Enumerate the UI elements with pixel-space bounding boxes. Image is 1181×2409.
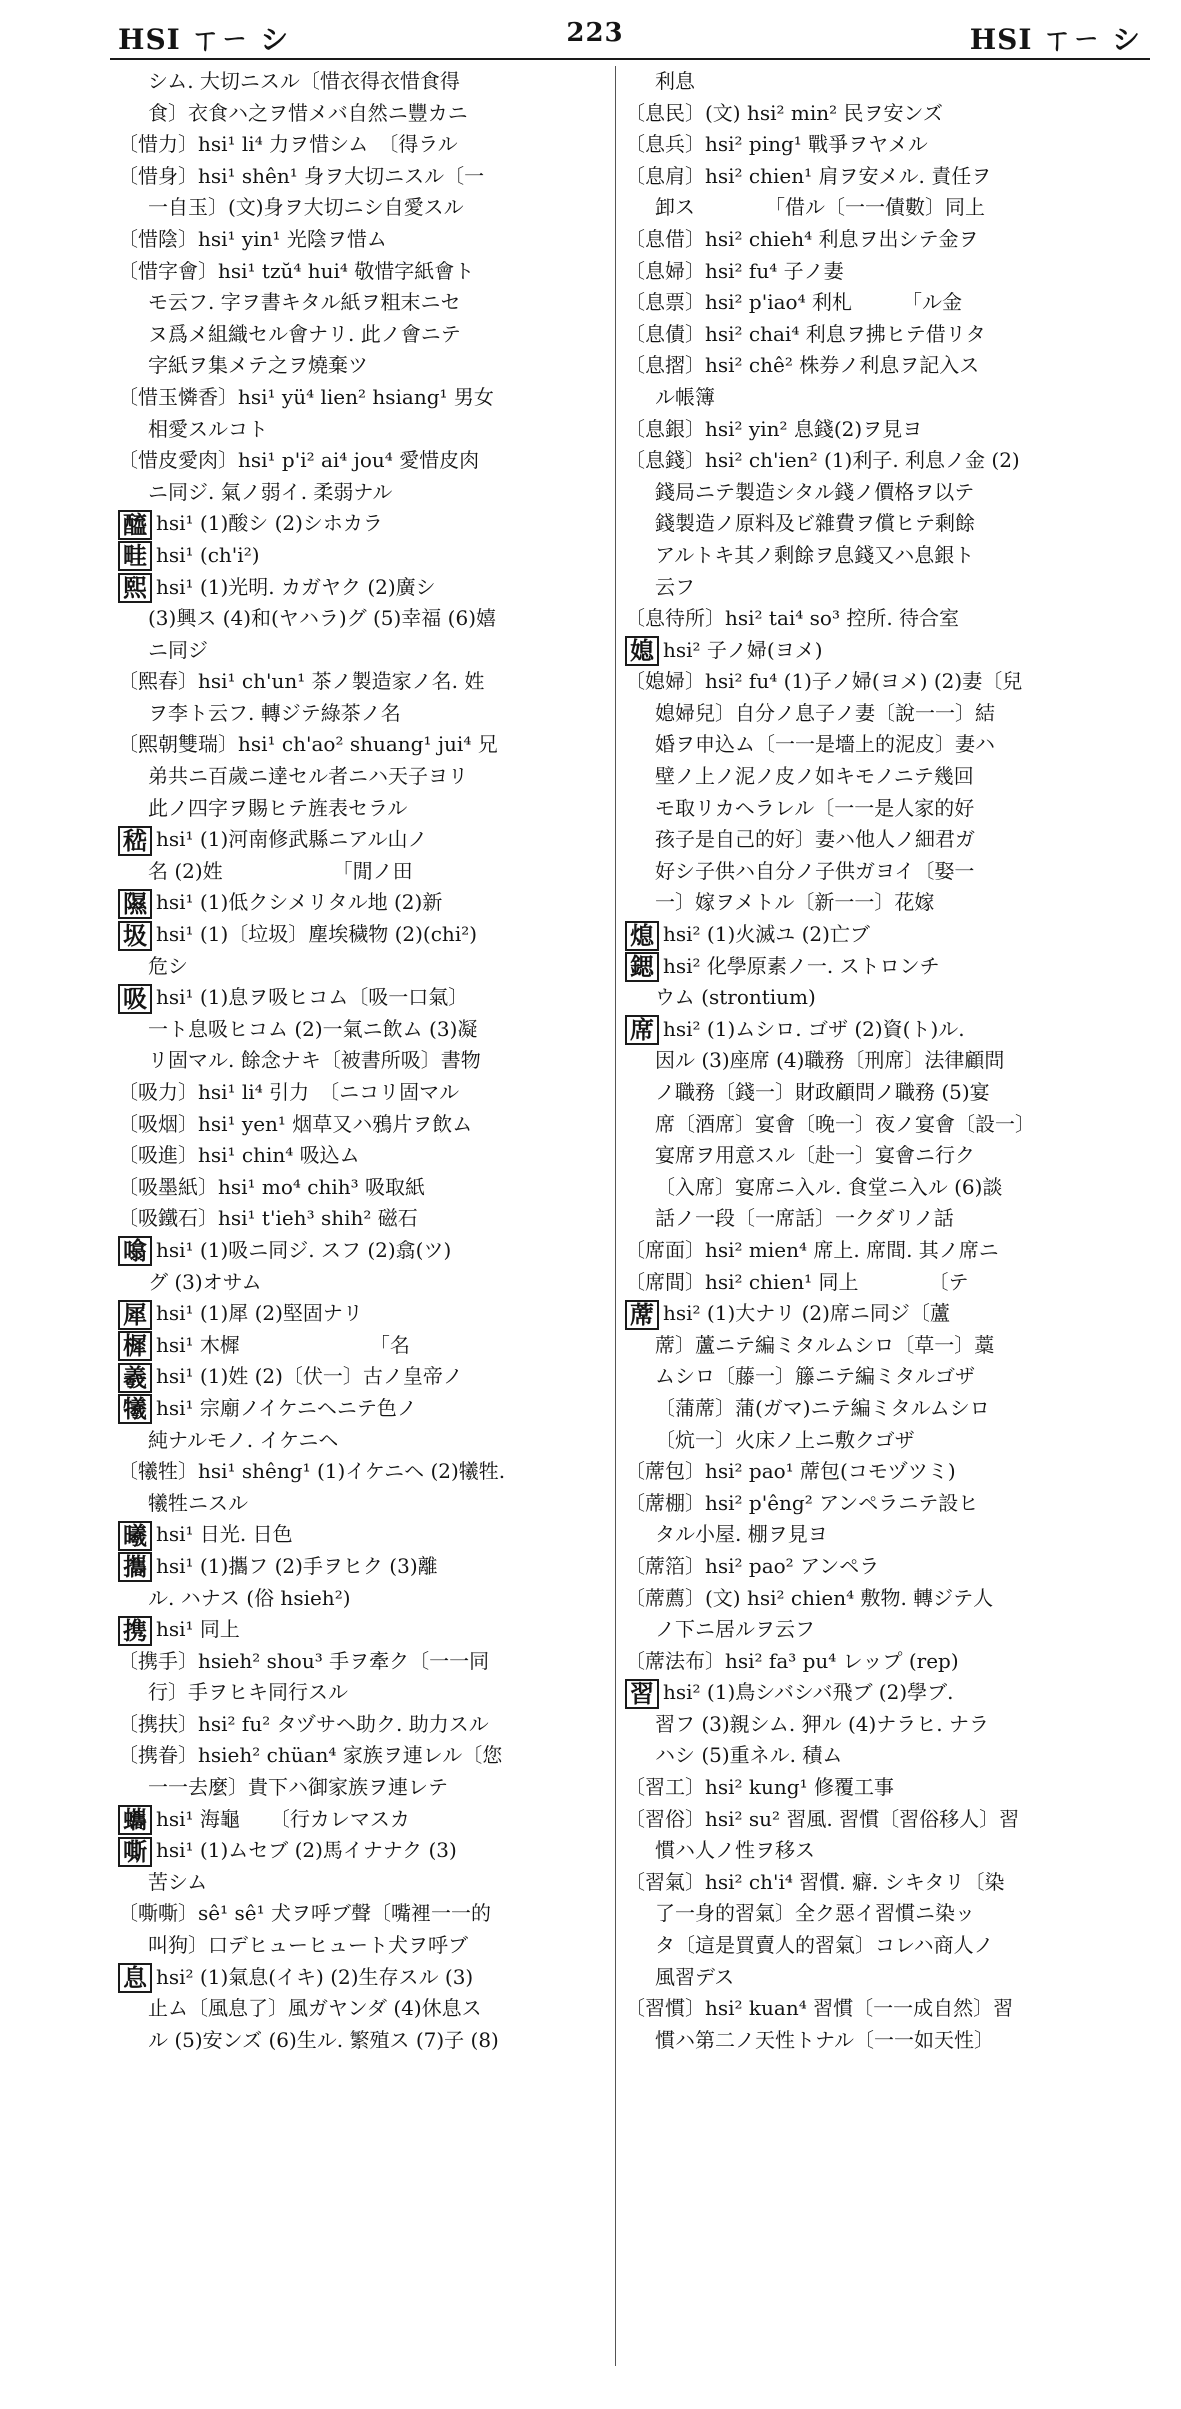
headword-char: 吸 bbox=[118, 984, 152, 1014]
entry-continuation bbox=[118, 2025, 613, 2057]
entry-text: ウム (strontium) bbox=[655, 985, 816, 1010]
entry-text: 犧牲ニスル bbox=[148, 1490, 248, 1515]
compound-entry bbox=[625, 1488, 1140, 1520]
page-number: 223 bbox=[566, 18, 624, 48]
compound-entry bbox=[118, 1140, 613, 1172]
compound-entry bbox=[625, 1456, 1140, 1488]
entry-text: hsi¹ 同上 bbox=[156, 1617, 240, 1642]
entry-continuation bbox=[625, 1740, 1140, 1772]
entry-text: 風習デス bbox=[655, 1964, 735, 1989]
compound-entry bbox=[118, 1172, 613, 1204]
headword-entry bbox=[118, 919, 613, 951]
entry-continuation bbox=[118, 1772, 613, 1804]
headword-entry bbox=[625, 635, 1140, 667]
page-header bbox=[0, 18, 1181, 62]
right-column bbox=[625, 66, 1140, 2376]
entry-text: 〔吸鐵石〕hsi¹ t'ieh³ shih² 磁石 bbox=[118, 1206, 418, 1231]
entry-continuation bbox=[625, 1614, 1140, 1646]
entry-continuation bbox=[118, 698, 613, 730]
entry-text: 〔熙春〕hsi¹ ch'un¹ 茶ノ製造家ノ名. 姓 bbox=[118, 669, 485, 694]
entry-text: 〔蓆包〕hsi² pao¹ 蓆包(コモヅツミ) bbox=[625, 1459, 956, 1484]
entry-text: hsi² 化學原素ノ一. ストロンチ bbox=[663, 953, 940, 978]
entry-text: 〔惜身〕hsi¹ shên¹ 身ヲ大切ニスル〔一 bbox=[118, 163, 485, 188]
entry-text: hsi¹ (1)姓 (2)〔伏一〕古ノ皇帝ノ bbox=[156, 1364, 463, 1389]
compound-entry bbox=[625, 129, 1140, 161]
headword-char: 隰 bbox=[118, 889, 152, 919]
entry-text: hsi¹ 宗廟ノイケニヘニテ色ノ bbox=[156, 1395, 417, 1420]
compound-entry bbox=[118, 1898, 613, 1930]
entry-continuation bbox=[625, 1425, 1140, 1457]
entry-text: 〔息摺〕hsi² chê² 株券ノ利息ヲ記入ス bbox=[625, 353, 980, 378]
compound-entry bbox=[625, 1772, 1140, 1804]
headword-entry bbox=[118, 1393, 613, 1425]
compound-entry bbox=[118, 729, 613, 761]
entry-continuation bbox=[118, 1014, 613, 1046]
headword-entry bbox=[118, 1962, 613, 1994]
entry-text: 〔息債〕hsi² chai⁴ 利息ヲ拂ヒテ借リタ bbox=[625, 321, 986, 346]
headword-char: 犧 bbox=[118, 1394, 152, 1424]
entry-text: 〔炕一〕火床ノ上ニ敷クゴザ bbox=[655, 1427, 915, 1452]
header-left-label: HSI ㄒㄧ シ bbox=[118, 23, 290, 56]
entry-text: hsi¹ (1)攜フ (2)手ヲヒク (3)離 bbox=[156, 1553, 438, 1578]
headword-entry bbox=[118, 1519, 613, 1551]
entry-text: ノ職務〔錢一〕財政顧問ノ職務 (5)宴 bbox=[655, 1080, 990, 1104]
headword-char: 席 bbox=[625, 1015, 659, 1045]
headword-entry bbox=[118, 1330, 613, 1362]
entry-continuation bbox=[118, 414, 613, 446]
entry-continuation bbox=[625, 824, 1140, 856]
compound-entry bbox=[118, 161, 613, 193]
entry-continuation bbox=[118, 98, 613, 130]
entry-text: hsi² (1)氣息(イキ) (2)生存スル (3) bbox=[156, 1964, 474, 1989]
compound-entry bbox=[118, 1740, 613, 1772]
entry-text: (3)興ス (4)和(ヤハラ)グ (5)幸福 (6)嬉 bbox=[148, 606, 496, 631]
entry-text: 習フ (3)親シム. 狎ル (4)ナラヒ. ナラ bbox=[655, 1711, 990, 1736]
entry-continuation bbox=[118, 603, 613, 635]
entry-text: hsi² (1)ムシロ. ゴザ (2)資(ト)ル. bbox=[663, 1016, 965, 1041]
compound-entry bbox=[625, 1646, 1140, 1678]
header-right-label: HSI ㄒㄧ シ bbox=[969, 23, 1141, 56]
headword-entry bbox=[118, 1551, 613, 1583]
entry-text: 婚ヲ申込ム〔一一是墻上的泥皮〕妻ハ bbox=[655, 732, 995, 757]
headword-char: 圾 bbox=[118, 921, 152, 951]
entry-text: hsi¹ (1)酸シ (2)シホカラ bbox=[156, 511, 383, 536]
entry-text: 〔息銀〕hsi² yin² 息錢(2)ヲ見ヨ bbox=[625, 416, 923, 441]
entry-text: 因ル (3)座席 (4)職務〔刑席〕法律顧問 bbox=[655, 1048, 1005, 1073]
entry-continuation bbox=[625, 698, 1140, 730]
entry-text: 席〔酒席〕宴會〔晚一〕夜ノ宴會〔設一〕 bbox=[655, 1111, 1035, 1136]
entry-text: 止ム〔風息了〕風ガヤンダ (4)休息ス bbox=[148, 1996, 482, 2021]
headword-entry bbox=[118, 1804, 613, 1836]
entry-text: 慣ハ人ノ性ヲ移ス bbox=[655, 1838, 815, 1863]
entry-text: 卸ス 「借ル〔一一債數〕同上 bbox=[655, 195, 985, 220]
entry-text: 〔携眷〕hsieh² chüan⁴ 家族ヲ連レル〔您 bbox=[118, 1743, 503, 1768]
entry-continuation bbox=[625, 1330, 1140, 1362]
entry-continuation bbox=[625, 1203, 1140, 1235]
entry-text: 字紙ヲ集メテ之ヲ燒棄ツ bbox=[148, 353, 368, 378]
entry-text: 蓆〕蘆ニテ編ミタルムシロ〔草一〕藁 bbox=[655, 1332, 995, 1357]
entry-text: 話ノ一段〔一席話〕一クダリノ話 bbox=[655, 1206, 954, 1231]
entry-continuation bbox=[118, 761, 613, 793]
compound-entry bbox=[625, 1993, 1140, 2025]
entry-text: hsi¹ (1)河南修武縣ニアル山ノ bbox=[156, 827, 428, 852]
entry-text: 〔吸墨紙〕hsi¹ mo⁴ chih³ 吸取紙 bbox=[118, 1174, 426, 1199]
entry-text: hsi² (1)大ナリ (2)席ニ同ジ〔蘆 bbox=[663, 1301, 950, 1326]
compound-entry bbox=[118, 1203, 613, 1235]
entry-text: 孩子是自己的好〕妻ハ他人ノ細君ガ bbox=[655, 827, 975, 852]
headword-entry bbox=[625, 1677, 1140, 1709]
entry-text: 危シ bbox=[148, 953, 188, 978]
entry-continuation bbox=[625, 856, 1140, 888]
entry-continuation bbox=[118, 1425, 613, 1457]
compound-entry bbox=[625, 224, 1140, 256]
entry-text: 〔息借〕hsi² chieh⁴ 利息ヲ出シテ金ヲ bbox=[625, 226, 979, 251]
entry-text: 〔携扶〕hsi² fu² タヅサヘ助ク. 助力スル bbox=[118, 1711, 489, 1736]
entry-text: 云フ bbox=[655, 574, 695, 599]
headword-entry bbox=[118, 982, 613, 1014]
entry-text: hsi¹ 海龜 〔行カレマスカ bbox=[156, 1806, 410, 1831]
entry-text: hsi² (1)鳥シバシバ飛ブ (2)學ブ. bbox=[663, 1680, 954, 1705]
entry-continuation bbox=[118, 1583, 613, 1615]
header-rule bbox=[110, 58, 1150, 60]
compound-entry bbox=[625, 1267, 1140, 1299]
compound-entry bbox=[118, 1109, 613, 1141]
entry-continuation bbox=[118, 287, 613, 319]
headword-char: 習 bbox=[625, 1679, 659, 1709]
entry-continuation bbox=[625, 761, 1140, 793]
entry-continuation bbox=[625, 1519, 1140, 1551]
entry-text: 純ナルモノ. イケニヘ bbox=[148, 1427, 339, 1452]
entry-continuation bbox=[625, 66, 1140, 98]
headword-char: 熙 bbox=[118, 573, 152, 603]
entry-continuation bbox=[118, 66, 613, 98]
entry-text: 〔席面〕hsi² mien⁴ 席上. 席間. 其ノ席ニ bbox=[625, 1237, 999, 1262]
entry-text: 好シ子供ハ自分ノ子供ガヨイ〔娶一 bbox=[655, 858, 975, 883]
entry-text: hsi¹ (1)吸ニ同ジ. スフ (2)翕(ツ) bbox=[156, 1237, 452, 1262]
entry-continuation bbox=[625, 887, 1140, 919]
entry-text: hsi² 子ノ婦(ヨメ) bbox=[663, 637, 823, 662]
headword-char: 息 bbox=[118, 1963, 152, 1993]
headword-entry bbox=[625, 1298, 1140, 1330]
entry-text: 宴席ヲ用意スル〔赴一〕宴會ニ行ク bbox=[655, 1143, 975, 1168]
entry-text: 〔媳婦〕hsi² fu⁴ (1)子ノ婦(ヨメ) (2)妻〔兒 bbox=[625, 669, 1023, 694]
entry-continuation bbox=[625, 729, 1140, 761]
compound-entry bbox=[625, 1551, 1140, 1583]
entry-text: hsi¹ (1)犀 (2)堅固ナリ bbox=[156, 1301, 363, 1326]
headword-char: 嘶 bbox=[118, 1837, 152, 1867]
compound-entry bbox=[118, 1709, 613, 1741]
entry-text: 〔息兵〕hsi² ping¹ 戰爭ヲヤメル bbox=[625, 132, 928, 157]
entry-text: hsi² (1)火滅ユ (2)亡ブ bbox=[663, 922, 870, 947]
entry-continuation bbox=[118, 350, 613, 382]
entry-continuation bbox=[625, 793, 1140, 825]
compound-entry bbox=[118, 445, 613, 477]
entry-text: 〔席間〕hsi² chien¹ 同上 〔テ bbox=[625, 1269, 969, 1294]
entry-text: 〔嘶嘶〕sê¹ sê¹ 犬ヲ呼ブ聲〔嘴裡一一的 bbox=[118, 1901, 491, 1926]
entry-text: 叫狗〕口デヒューヒュート犬ヲ呼ブ bbox=[148, 1933, 468, 1958]
entry-continuation bbox=[118, 319, 613, 351]
entry-text: 一自玉〕(文)身ヲ大切ニシ自愛スル bbox=[148, 195, 464, 220]
headword-entry bbox=[625, 1014, 1140, 1046]
entry-text: グ (3)オサム bbox=[148, 1269, 262, 1294]
entry-continuation bbox=[625, 477, 1140, 509]
entry-text: hsi¹ 日光. 日色 bbox=[156, 1522, 293, 1547]
headword-entry bbox=[118, 1835, 613, 1867]
headword-char: 攜 bbox=[118, 1552, 152, 1582]
entry-continuation bbox=[118, 1993, 613, 2025]
entry-text: 〔蓆薦〕(文) hsi² chien⁴ 敷物. 轉ジテ人 bbox=[625, 1585, 994, 1610]
entry-continuation bbox=[118, 635, 613, 667]
headword-char: 曦 bbox=[118, 1521, 152, 1551]
entry-text: hsi¹ (1)ムセブ (2)馬イナナク (3) bbox=[156, 1838, 457, 1863]
entry-continuation bbox=[625, 1361, 1140, 1393]
entry-text: 〔惜玉憐香〕hsi¹ yü⁴ lien² hsiang¹ 男女 bbox=[118, 384, 494, 409]
compound-entry bbox=[625, 319, 1140, 351]
headword-entry bbox=[118, 572, 613, 604]
compound-entry bbox=[118, 256, 613, 288]
column-divider bbox=[615, 66, 616, 2366]
entry-continuation bbox=[625, 508, 1140, 540]
entry-text: リ固マル. 餘念ナキ〔被書所吸〕書物 bbox=[148, 1048, 481, 1073]
entry-text: 一〕嫁ヲメトル〔新一一〕花嫁 bbox=[655, 890, 935, 915]
entry-text: ヌ爲メ組織セル會ナリ. 此ノ會ニテ bbox=[148, 321, 461, 346]
headword-char: 嵇 bbox=[118, 826, 152, 856]
entry-continuation bbox=[118, 1045, 613, 1077]
entry-text: 〔吸進〕hsi¹ chin⁴ 吸込ム bbox=[118, 1143, 360, 1168]
left-column bbox=[118, 66, 613, 2376]
entry-text: ニ同ジ bbox=[148, 637, 208, 662]
headword-char: 蓆 bbox=[625, 1300, 659, 1330]
entry-continuation bbox=[118, 1677, 613, 1709]
entry-text: 〔携手〕hsieh² shou³ 手ヲ牽ク〔一一同 bbox=[118, 1648, 490, 1673]
entry-text: 〔習慣〕hsi² kuan⁴ 習慣〔一一成自然〕習 bbox=[625, 1996, 1014, 2021]
compound-entry bbox=[625, 445, 1140, 477]
entry-continuation bbox=[118, 477, 613, 509]
compound-entry bbox=[625, 1235, 1140, 1267]
entry-continuation bbox=[625, 1077, 1140, 1109]
entry-continuation bbox=[118, 1867, 613, 1899]
entry-text: hsi¹ (ch'i²) bbox=[156, 542, 260, 567]
headword-entry bbox=[118, 1235, 613, 1267]
entry-text: hsi¹ (1)息ヲ吸ヒコム〔吸一口氣〕 bbox=[156, 985, 469, 1010]
entry-continuation bbox=[118, 951, 613, 983]
entry-text: 錢製造ノ原料及ビ雜費ヲ償ヒテ剩餘 bbox=[655, 511, 975, 536]
entry-continuation bbox=[625, 982, 1140, 1014]
headword-entry bbox=[118, 1614, 613, 1646]
headword-char: 犀 bbox=[118, 1300, 152, 1330]
headword-char: 携 bbox=[118, 1616, 152, 1646]
entry-continuation bbox=[118, 793, 613, 825]
headword-entry bbox=[118, 887, 613, 919]
entry-text: ニ同ジ. 氣ノ弱イ. 柔弱ナル bbox=[148, 479, 393, 504]
compound-entry bbox=[118, 666, 613, 698]
compound-entry bbox=[118, 1456, 613, 1488]
entry-continuation bbox=[625, 382, 1140, 414]
entry-continuation bbox=[625, 572, 1140, 604]
entry-text: 〔犧牲〕hsi¹ shêng¹ (1)イケニヘ (2)犧牲. bbox=[118, 1459, 506, 1484]
entry-text: hsi¹ (1)低クシメリタル地 (2)新 bbox=[156, 890, 443, 915]
entry-text: hsi¹ 木樨 「名 bbox=[156, 1332, 410, 1357]
entry-text: 〔蒲蓆〕蒲(ガマ)ニテ編ミタルムシロ bbox=[655, 1395, 990, 1420]
headword-char: 蠵 bbox=[118, 1805, 152, 1835]
compound-entry bbox=[625, 256, 1140, 288]
compound-entry bbox=[625, 350, 1140, 382]
entry-text: ル. ハナス (俗 hsieh²) bbox=[148, 1585, 351, 1610]
compound-entry bbox=[625, 1867, 1140, 1899]
entry-text: 一ト息吸ヒコム (2)一氣ニ飲ム (3)凝 bbox=[148, 1016, 478, 1041]
entry-text: モ云フ. 字ヲ書キタル紙ヲ粗末ニセ bbox=[148, 290, 461, 315]
entry-text: 利息 bbox=[655, 69, 695, 93]
entry-text: 名 (2)姓 「閒ノ田 bbox=[148, 858, 413, 883]
entry-continuation bbox=[625, 1140, 1140, 1172]
entry-continuation bbox=[625, 1898, 1140, 1930]
entry-continuation bbox=[625, 1709, 1140, 1741]
headword-entry bbox=[625, 919, 1140, 951]
entry-text: 〔吸力〕hsi¹ li⁴ 引力 〔ニコリ固マル bbox=[118, 1080, 460, 1104]
entry-continuation bbox=[118, 1930, 613, 1962]
headword-entry bbox=[118, 1298, 613, 1330]
entry-text: 錢局ニテ製造シタル錢ノ價格ヲ以テ bbox=[655, 479, 975, 504]
entry-text: 苦シム bbox=[148, 1869, 208, 1894]
entry-text: モ取リカヘラレル〔一一是人家的好 bbox=[655, 795, 975, 820]
headword-char: 媳 bbox=[625, 636, 659, 666]
entry-text: 了一身的習氣〕全ク惡イ習慣ニ染ッ bbox=[655, 1901, 975, 1926]
headword-entry bbox=[118, 508, 613, 540]
entry-continuation bbox=[625, 1835, 1140, 1867]
compound-entry bbox=[118, 224, 613, 256]
entry-text: 媳婦兒〕自分ノ息子ノ妻〔說一一〕結 bbox=[655, 700, 995, 725]
headword-char: 樨 bbox=[118, 1331, 152, 1361]
compound-entry bbox=[625, 603, 1140, 635]
entry-text: アルトキ其ノ剩餘ヲ息錢又ハ息銀ト bbox=[655, 542, 975, 567]
compound-entry bbox=[625, 161, 1140, 193]
entry-text: 〔蓆法布〕hsi² fa³ pu⁴ レップ (rep) bbox=[625, 1648, 959, 1673]
headword-entry bbox=[118, 1361, 613, 1393]
entry-text: ル帳簿 bbox=[655, 384, 715, 409]
entry-continuation bbox=[625, 1109, 1140, 1141]
entry-text: 〔蓆棚〕hsi² p'êng² アンペラニテ設ヒ bbox=[625, 1490, 979, 1515]
headword-char: 噏 bbox=[118, 1236, 152, 1266]
entry-text: シム. 大切ニスル〔惜衣得衣惜食得 bbox=[148, 69, 460, 93]
compound-entry bbox=[625, 666, 1140, 698]
entry-text: 一一去麼〕貴下ハ御家族ヲ連レテ bbox=[148, 1775, 448, 1800]
compound-entry bbox=[625, 1583, 1140, 1615]
entry-text: 弟共ニ百歲ニ達セル者ニハ天子ヨリ bbox=[148, 764, 468, 789]
entry-continuation bbox=[625, 1045, 1140, 1077]
headword-char: 熄 bbox=[625, 921, 659, 951]
entry-continuation bbox=[625, 1930, 1140, 1962]
entry-text: ノ下ニ居ルヲ云フ bbox=[655, 1617, 815, 1642]
entry-text: 〔惜字會〕hsi¹ tzŭ⁴ hui⁴ 敬惜字紙會ト bbox=[118, 258, 475, 283]
headword-entry bbox=[625, 951, 1140, 983]
entry-continuation bbox=[625, 2025, 1140, 2057]
entry-text: 壁ノ上ノ泥ノ皮ノ如キモノニテ幾回 bbox=[655, 764, 974, 789]
compound-entry bbox=[118, 129, 613, 161]
entry-text: 〔息待所〕hsi² tai⁴ so³ 控所. 待合室 bbox=[625, 606, 960, 631]
entry-text: 〔息民〕(文) hsi² min² 民ヲ安ンズ bbox=[625, 100, 943, 125]
entry-text: 〔惜皮愛肉〕hsi¹ p'i² ai⁴ jou⁴ 愛惜皮肉 bbox=[118, 448, 480, 473]
entry-text: 〔入席〕宴席ニ入ル. 食堂ニ入ル (6)談 bbox=[655, 1174, 1003, 1199]
headword-char: 畦 bbox=[118, 541, 152, 571]
headword-entry bbox=[118, 824, 613, 856]
compound-entry bbox=[625, 1804, 1140, 1836]
entry-text: ル (5)安ンズ (6)生ル. 繁殖ス (7)子 (8) bbox=[148, 2027, 499, 2052]
entry-text: 〔習氣〕hsi² ch'i⁴ 習慣. 癖. シキタリ〔染 bbox=[625, 1869, 1005, 1894]
entry-text: 相愛スルコト bbox=[148, 416, 268, 441]
compound-entry bbox=[625, 287, 1140, 319]
entry-continuation bbox=[118, 1488, 613, 1520]
headword-char: 羲 bbox=[118, 1363, 152, 1393]
compound-entry bbox=[625, 414, 1140, 446]
entry-text: 此ノ四字ヲ賜ヒテ旌表セラル bbox=[148, 795, 408, 820]
entry-text: タル小屋. 棚ヲ見ヨ bbox=[655, 1522, 828, 1547]
compound-entry bbox=[118, 1077, 613, 1109]
entry-text: 食〕衣食ハ之ヲ惜メバ自然ニ豐カニ bbox=[148, 100, 468, 125]
headword-char: 鍶 bbox=[625, 952, 659, 982]
entry-text: 〔息肩〕hsi² chien¹ 肩ヲ安メル. 責任ヲ bbox=[625, 163, 992, 188]
entry-text: 行〕手ヲヒキ同行スル bbox=[148, 1680, 348, 1705]
entry-text: hsi¹ (1)〔垃圾〕塵埃穢物 (2)(chi²) bbox=[156, 922, 478, 947]
entry-continuation bbox=[625, 1172, 1140, 1204]
entry-text: hsi¹ (1)光明. カガヤク (2)廣シ bbox=[156, 574, 436, 599]
entry-continuation bbox=[118, 1267, 613, 1299]
compound-entry bbox=[118, 382, 613, 414]
entry-text: 〔惜陰〕hsi¹ yin¹ 光陰ヲ惜ム bbox=[118, 226, 387, 251]
entry-continuation bbox=[625, 1962, 1140, 1994]
headword-entry bbox=[118, 540, 613, 572]
entry-text: 〔習工〕hsi² kung¹ 修覆工事 bbox=[625, 1775, 894, 1800]
entry-text: 〔息錢〕hsi² ch'ien² (1)利子. 利息ノ金 (2) bbox=[625, 448, 1020, 473]
entry-text: 〔息婦〕hsi² fu⁴ 子ノ妻 bbox=[625, 258, 844, 283]
compound-entry bbox=[118, 1646, 613, 1678]
entry-text: ハシ (5)重ネル. 積ム bbox=[655, 1743, 843, 1768]
entry-text: 〔惜力〕hsi¹ li⁴ 力ヲ惜シム 〔得ラル bbox=[118, 132, 458, 157]
entry-continuation bbox=[118, 192, 613, 224]
entry-text: 〔息票〕hsi² p'iao⁴ 利札 「ル金 bbox=[625, 290, 962, 315]
entry-text: ムシロ〔藤一〕籐ニテ編ミタルゴザ bbox=[655, 1364, 975, 1389]
entry-text: ヲ李ト云フ. 轉ジテ綠茶ノ名 bbox=[148, 700, 401, 725]
entry-continuation bbox=[625, 540, 1140, 572]
entry-continuation bbox=[625, 192, 1140, 224]
entry-continuation bbox=[118, 856, 613, 888]
entry-text: 〔熙朝雙瑞〕hsi¹ ch'ao² shuang¹ jui⁴ 兄 bbox=[118, 732, 498, 757]
entry-text: 〔習俗〕hsi² su² 習風. 習慣〔習俗移人〕習 bbox=[625, 1806, 1020, 1831]
headword-char: 醯 bbox=[118, 510, 152, 540]
entry-continuation bbox=[625, 1393, 1140, 1425]
compound-entry bbox=[625, 98, 1140, 130]
entry-text: 慣ハ第二ノ天性トナル〔一一如天性〕 bbox=[655, 2027, 994, 2052]
entry-text: タ〔這是買賣人的習氣〕コレハ商人ノ bbox=[655, 1933, 994, 1958]
entry-text: 〔吸烟〕hsi¹ yen¹ 烟草又ハ鴉片ヲ飲ム bbox=[118, 1111, 473, 1136]
entry-text: 〔蓆箔〕hsi² pao² アンペラ bbox=[625, 1553, 880, 1578]
